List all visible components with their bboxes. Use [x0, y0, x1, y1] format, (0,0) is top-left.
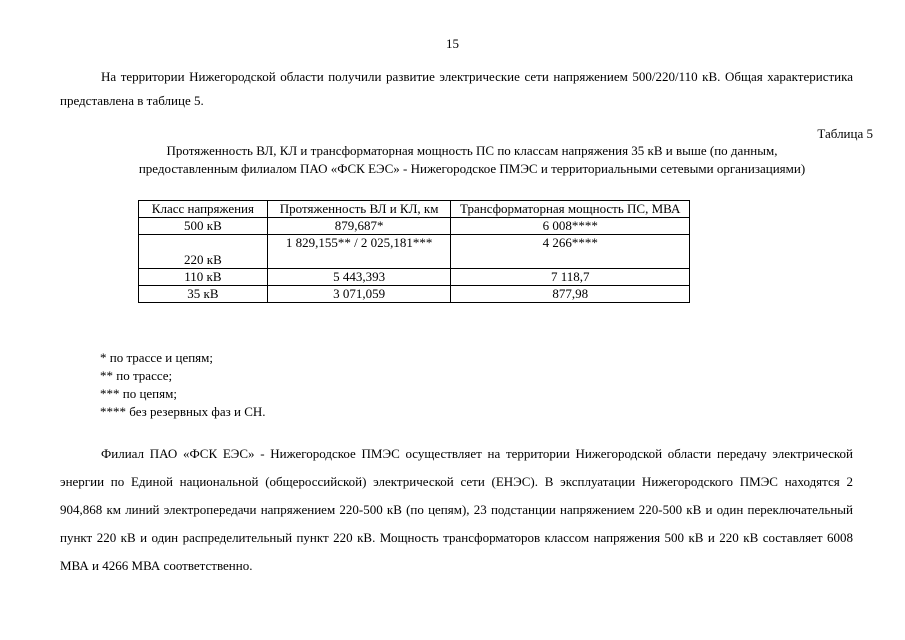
table-row — [139, 269, 690, 286]
footnote: ** по трассе; — [100, 368, 173, 383]
main-paragraph: Филиал ПАО «ФСК ЕЭС» - Нижегородское ПМЭС осуществляет на территории Нижегородской области передачу электрической энергии по Единой национальной (общероссийской) электрической сети (ЕНЭС). В эксплуатации Нижегородского ПМЭС находятся 2 904,868 км линий электропередачи напряжением 220-500 кВ (по цепям), 23 подстанции напряжением 220-500 кВ и один переключательный пункт 220 кВ и один распределительный пункт 220 кВ. Мощность трансформаторов классом напряжения 500 кВ и 220 кВ составляет 6008 МВА и 4266 МВА соответственно. — [60, 446, 853, 573]
table-row — [139, 235, 690, 269]
page-number: 15 — [446, 36, 459, 51]
cell-line-length: 5 443,393 — [267, 269, 451, 286]
voltage-class-table — [138, 200, 690, 303]
cell-line-length: 879,687* — [267, 218, 451, 235]
cell-transformer-capacity: 6 008**** — [451, 218, 690, 235]
footnote: *** по цепям; — [100, 386, 177, 401]
table-caption — [60, 142, 884, 178]
footnotes — [100, 349, 266, 421]
table-caption-line-2: предоставленным филиалом ПАО «ФСК ЕЭС» - Нижегородское ПМЭС и территориальными сетевыми организациями) — [138, 161, 806, 176]
table-header-row — [139, 201, 690, 218]
cell-voltage-class: 500 кВ — [139, 218, 268, 235]
header-voltage-class: Класс напряжения — [139, 201, 268, 218]
cell-transformer-capacity: 877,98 — [451, 286, 690, 303]
cell-voltage-class: 220 кВ — [139, 235, 268, 269]
header-line-length: Протяженность ВЛ и КЛ, км — [267, 201, 451, 218]
header-transformer-capacity: Трансформаторная мощность ПС, МВА — [451, 201, 690, 218]
cell-line-length: 1 829,155** / 2 025,181*** — [267, 235, 451, 269]
cell-transformer-capacity: 7 118,7 — [451, 269, 690, 286]
footnote: * по трассе и цепям; — [100, 350, 213, 365]
footnote: **** без резервных фаз и СН. — [100, 404, 266, 419]
cell-voltage-class: 110 кВ — [139, 269, 268, 286]
table-row — [139, 286, 690, 303]
cell-line-length: 3 071,059 — [267, 286, 451, 303]
cell-voltage-class: 35 кВ — [139, 286, 268, 303]
intro-paragraph: На территории Нижегородской области получили развитие электрические сети напряжением 500/220/110 кВ. Общая характеристика представлена в таблице 5. — [60, 69, 853, 108]
cell-transformer-capacity: 4 266**** — [451, 235, 690, 269]
table-row — [139, 218, 690, 235]
table-label: Таблица 5 — [817, 126, 873, 141]
table-caption-line-1: Протяженность ВЛ, КЛ и трансформаторная мощность ПС по классам напряжения 35 кВ и выше (по данным, — [166, 143, 778, 158]
